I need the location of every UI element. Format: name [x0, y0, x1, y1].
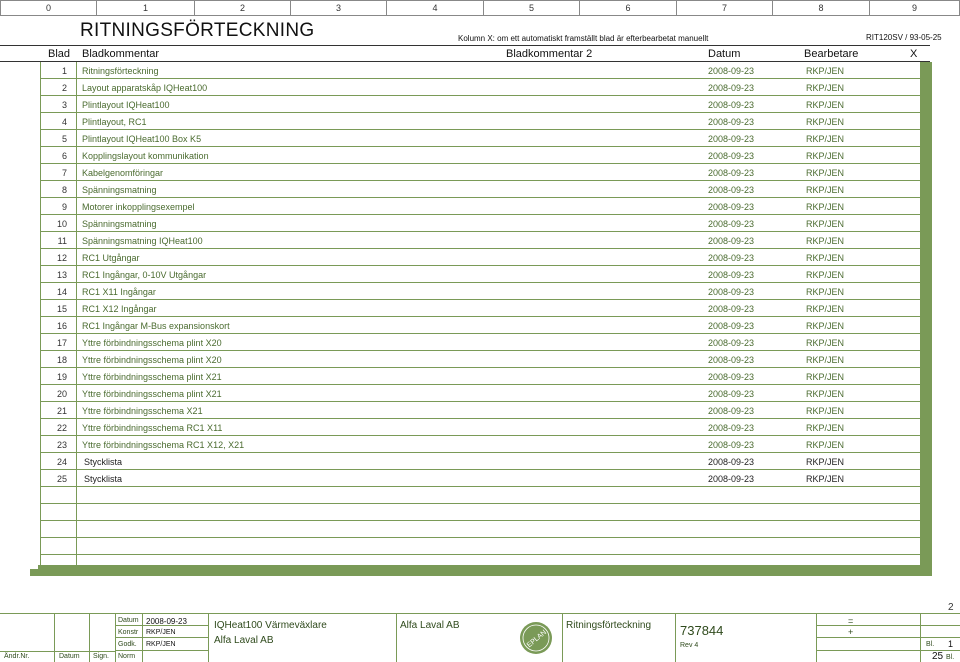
table-row — [40, 181, 920, 198]
sign-label: Sign. — [93, 653, 109, 660]
row-description: RC1 Ingångar, 0-10V Utgångar — [82, 270, 207, 280]
frame-bottom — [30, 569, 932, 576]
row-number: 8 — [61, 185, 67, 195]
row-number: 11 — [57, 236, 67, 246]
row-number: 18 — [56, 355, 67, 365]
bl-total: 25 — [932, 651, 944, 662]
page-title: RITNINGSFÖRTECKNING — [80, 20, 315, 41]
row-number: 1 — [61, 66, 67, 76]
row-date: 2008-09-23 — [708, 304, 755, 314]
table-row — [40, 385, 920, 402]
row-description: Spänningsmatning — [82, 185, 157, 195]
row-number: 7 — [61, 168, 67, 178]
row-number: 13 — [56, 270, 67, 280]
sheet-number-top: 2 — [948, 602, 954, 613]
table-row — [40, 147, 920, 164]
ruler-cell: 4 — [386, 1, 483, 15]
drawing-title: Ritningsförteckning — [566, 620, 652, 631]
row-editor: RKP/JEN — [806, 355, 845, 365]
row-description: Motorer inkopplingsexempel — [82, 202, 195, 212]
table-row — [40, 300, 920, 317]
bl-total-label: Bl. — [946, 654, 955, 661]
header-bladkommentar2: Bladkommentar 2 — [506, 48, 593, 60]
row-number: 3 — [61, 100, 67, 110]
row-editor: RKP/JEN — [806, 66, 845, 76]
row-number: 15 — [56, 304, 67, 314]
row-date: 2008-09-23 — [708, 253, 755, 263]
row-date: 2008-09-23 — [708, 440, 755, 450]
ruler-cell: 8 — [772, 1, 869, 15]
row-date: 2008-09-23 — [708, 457, 755, 467]
row-number: 14 — [56, 287, 67, 297]
row-date: 2008-09-23 — [708, 355, 755, 365]
row-editor: RKP/JEN — [806, 474, 845, 484]
row-editor: RKP/JEN — [806, 287, 845, 297]
column-ruler — [0, 0, 960, 16]
row-description: Layout apparatskåp IQHeat100 — [82, 83, 208, 93]
row-editor: RKP/JEN — [806, 83, 845, 93]
row-editor: RKP/JEN — [806, 338, 845, 348]
drawing-number: 737844 — [680, 623, 724, 638]
row-date: 2008-09-23 — [708, 236, 755, 246]
row-date: 2008-09-23 — [708, 100, 755, 110]
table-row — [40, 283, 920, 300]
row-number: 5 — [61, 134, 67, 144]
row-date: 2008-09-23 — [708, 338, 755, 348]
row-date: 2008-09-23 — [708, 117, 755, 127]
table-row — [40, 538, 920, 555]
konstr-value: RKP/JEN — [146, 629, 176, 636]
bl-label: Bl. — [926, 641, 935, 648]
row-date: 2008-09-23 — [708, 474, 755, 484]
table-row — [40, 521, 920, 538]
row-editor: RKP/JEN — [806, 117, 845, 127]
plus-sign: + — [848, 627, 854, 637]
row-editor: RKP/JEN — [806, 406, 845, 416]
header-bladkommentar: Bladkommentar — [82, 48, 160, 60]
row-description: Yttre förbindningsschema plint X21 — [82, 389, 222, 399]
row-editor: RKP/JEN — [806, 304, 845, 314]
table-row — [40, 249, 920, 266]
row-editor: RKP/JEN — [806, 440, 845, 450]
row-date: 2008-09-23 — [708, 423, 755, 433]
row-number: 17 — [56, 338, 67, 348]
eplan-logo-icon — [516, 618, 556, 658]
norm-key: Norm — [118, 653, 136, 660]
column-x-note: Kolumn X: om ett automatiskt framställt blad är efterbearbetat manuellt — [458, 34, 709, 43]
row-editor: RKP/JEN — [806, 253, 845, 263]
row-date: 2008-09-23 — [708, 372, 755, 382]
row-date: 2008-09-23 — [708, 185, 755, 195]
ruler-cell: 3 — [290, 1, 386, 15]
sheet-list — [40, 62, 920, 565]
row-description: Yttre förbindningsschema plint X21 — [82, 372, 222, 382]
header-datum: Datum — [708, 48, 741, 60]
row-description: Ritningsförteckning — [82, 66, 159, 76]
row-description: Spänningsmatning IQHeat100 — [82, 236, 203, 246]
row-number: 9 — [61, 202, 67, 212]
row-number: 10 — [56, 219, 67, 229]
table-row — [40, 351, 920, 368]
table-row — [40, 198, 920, 215]
ruler-cell: 1 — [96, 1, 194, 15]
row-date: 2008-09-23 — [708, 202, 755, 212]
row-number: 21 — [56, 406, 67, 416]
table-row — [40, 368, 920, 385]
row-description: Yttre förbindningsschema plint X20 — [82, 355, 222, 365]
row-date: 2008-09-23 — [708, 321, 755, 331]
row-description: RC1 Ingångar M-Bus expansionskort — [82, 321, 230, 331]
row-date: 2008-09-23 — [708, 406, 755, 416]
row-editor: RKP/JEN — [806, 423, 845, 433]
row-description: Spänningsmatning — [82, 219, 157, 229]
table-row — [40, 436, 920, 453]
title-block — [0, 613, 960, 662]
row-date: 2008-09-23 — [708, 270, 755, 280]
godk-value: RKP/JEN — [146, 641, 176, 648]
table-row — [40, 487, 920, 504]
header-x: X — [910, 48, 918, 60]
table-row — [40, 266, 920, 283]
row-date: 2008-09-23 — [708, 151, 755, 161]
bl-value: 1 — [948, 639, 954, 649]
table-row — [40, 164, 920, 181]
row-editor: RKP/JEN — [806, 134, 845, 144]
row-number: 19 — [56, 372, 67, 382]
row-date: 2008-09-23 — [708, 83, 755, 93]
row-description: Kopplingslayout kommunikation — [82, 151, 209, 161]
row-number: 20 — [56, 389, 67, 399]
equals-sign: = — [848, 616, 854, 626]
ruler-cell: 5 — [483, 1, 579, 15]
row-editor: RKP/JEN — [806, 168, 845, 178]
row-editor: RKP/JEN — [806, 457, 845, 467]
row-editor: RKP/JEN — [806, 202, 845, 212]
table-row — [40, 215, 920, 232]
row-description: Yttre förbindningsschema X21 — [82, 406, 203, 416]
row-description: Yttre förbindningsschema RC1 X11 — [82, 423, 223, 433]
row-date: 2008-09-23 — [708, 389, 755, 399]
row-description: RC1 X11 Ingångar — [82, 287, 156, 297]
row-description: Stycklista — [84, 474, 123, 484]
datum-col-label: Datum — [59, 653, 80, 660]
row-editor: RKP/JEN — [806, 321, 845, 331]
ruler-cell: 9 — [869, 1, 959, 15]
table-row — [40, 470, 920, 487]
row-editor: RKP/JEN — [806, 236, 845, 246]
row-editor: RKP/JEN — [806, 100, 845, 110]
row-editor: RKP/JEN — [806, 151, 845, 161]
table-row — [40, 419, 920, 436]
row-date: 2008-09-23 — [708, 168, 755, 178]
table-header — [0, 45, 930, 62]
form-code: RIT120SV / 93-05-25 — [866, 33, 942, 42]
row-number: 24 — [56, 457, 67, 467]
andr-label: Ändr.Nr. — [4, 653, 30, 660]
project-line-1: IQHeat100 Värmeväxlare — [214, 620, 327, 631]
row-number: 12 — [56, 253, 67, 263]
frame-edge — [924, 62, 932, 576]
project-line-2: Alfa Laval AB — [214, 635, 274, 646]
godk-key: Godk. — [118, 641, 137, 648]
datum-value: 2008-09-23 — [146, 617, 187, 626]
row-editor: RKP/JEN — [806, 270, 845, 280]
ruler-cell: 6 — [579, 1, 676, 15]
row-number: 6 — [61, 151, 67, 161]
row-date: 2008-09-23 — [708, 134, 755, 144]
row-description: Plintlayout IQHeat100 — [82, 100, 170, 110]
company-name: Alfa Laval AB — [400, 620, 460, 631]
header-blad: Blad — [48, 48, 71, 60]
row-date: 2008-09-23 — [708, 219, 755, 229]
logo-text: EPLAN — [525, 629, 549, 650]
row-date: 2008-09-23 — [708, 66, 755, 76]
konstr-key: Konstr — [118, 629, 139, 636]
row-editor: RKP/JEN — [806, 185, 845, 195]
table-row — [40, 62, 920, 79]
row-number: 4 — [61, 117, 67, 127]
row-description: Stycklista — [84, 457, 123, 467]
datum-key: Datum — [118, 617, 139, 624]
ruler-cell: 2 — [194, 1, 290, 15]
row-date: 2008-09-23 — [708, 287, 755, 297]
table-row — [40, 130, 920, 147]
header-bearbetare: Bearbetare — [804, 48, 859, 60]
table-row — [40, 96, 920, 113]
table-row — [40, 334, 920, 351]
revision: Rev 4 — [680, 642, 699, 649]
table-row — [40, 453, 920, 470]
table-row — [40, 402, 920, 419]
table-row — [40, 504, 920, 521]
row-description: Yttre förbindningsschema RC1 X12, X21 — [82, 440, 245, 450]
ruler-cell: 0 — [0, 1, 96, 15]
row-description: Plintlayout IQHeat100 Box K5 — [82, 134, 202, 144]
row-description: Plintlayout, RC1 — [82, 117, 147, 127]
table-row — [40, 113, 920, 130]
table-row — [40, 317, 920, 334]
row-number: 2 — [61, 83, 67, 93]
row-editor: RKP/JEN — [806, 389, 845, 399]
row-description: Yttre förbindningsschema plint X20 — [82, 338, 222, 348]
row-editor: RKP/JEN — [806, 372, 845, 382]
row-description: RC1 X12 Ingångar — [82, 304, 157, 314]
row-number: 25 — [56, 474, 67, 484]
row-number: 16 — [56, 321, 67, 331]
table-row — [40, 79, 920, 96]
row-number: 22 — [56, 423, 67, 433]
row-description: RC1 Utgångar — [82, 253, 140, 263]
ruler-cell: 7 — [676, 1, 772, 15]
row-number: 23 — [56, 440, 67, 450]
row-editor: RKP/JEN — [806, 219, 845, 229]
table-row — [40, 232, 920, 249]
row-description: Kabelgenomföringar — [82, 168, 164, 178]
